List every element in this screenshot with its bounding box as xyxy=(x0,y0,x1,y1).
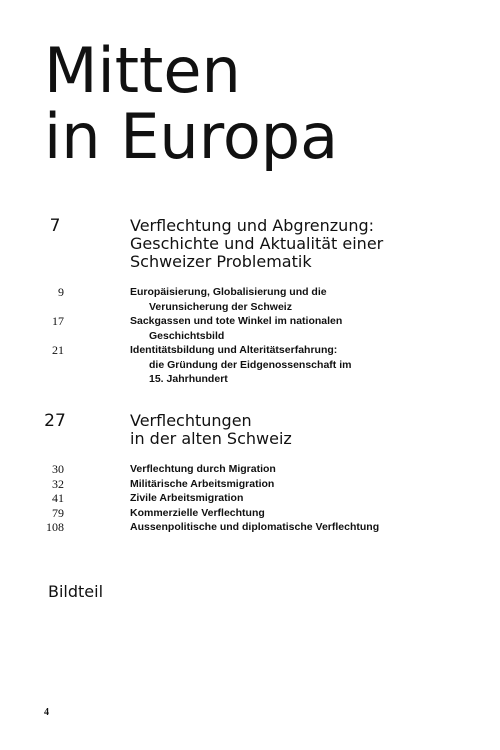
toc-entry-page: 79 xyxy=(52,505,64,520)
toc-entry-page: 17 xyxy=(52,314,64,328)
chapter-title xyxy=(130,217,430,271)
toc-entry[interactable] xyxy=(0,285,500,314)
book-title xyxy=(44,34,339,173)
toc-entry-line: Militärische Arbeitsmigration xyxy=(130,477,275,490)
toc-entry-page: 9 xyxy=(58,285,64,299)
toc-entry-line: die Gründung der Eidgenossenschaft im xyxy=(149,358,352,371)
toc-entry-page: 21 xyxy=(52,343,64,357)
toc-entry-line: 15. Jahrhundert xyxy=(149,373,228,385)
toc-entry-title xyxy=(130,491,430,506)
toc-entry[interactable] xyxy=(0,520,500,535)
chapter-title-line: Schweizer Problematik xyxy=(130,252,312,271)
toc-entry-line: Europäisierung, Globalisierung und die xyxy=(130,286,327,298)
folio-page-number: 4 xyxy=(44,707,49,718)
toc-entry-title xyxy=(130,477,430,492)
toc-entry-line: Identitätsbildung und Alteritätserfahrung: xyxy=(130,344,338,356)
chapter-1-entries xyxy=(0,285,500,387)
toc-entry-line: Kommerzielle Verflechtung xyxy=(130,506,265,519)
toc-entry-line: Sackgassen und tote Winkel im nationalen xyxy=(130,315,343,327)
chapter-page-number: 27 xyxy=(44,411,66,431)
toc-entry-title xyxy=(130,314,430,343)
toc-entry-page: 108 xyxy=(46,520,64,534)
toc-entry-line: Geschichtsbild xyxy=(149,329,225,342)
book-title-line-2: in Europa xyxy=(44,100,339,173)
chapter-page-number: 7 xyxy=(49,216,61,236)
toc-entry-title xyxy=(130,285,430,314)
chapter-title-line: Verflechtungen xyxy=(130,411,252,430)
chapter-title-line: in der alten Schweiz xyxy=(130,429,292,448)
toc-entry-line: Aussenpolitische und diplomatische Verflechtung xyxy=(130,521,380,533)
book-title-line-1: Mitten xyxy=(44,34,241,107)
toc-entry[interactable] xyxy=(0,314,500,343)
chapter-title-line: Geschichte und Aktualität einer xyxy=(130,234,384,253)
toc-entry-line: Verflechtung durch Migration xyxy=(130,463,276,475)
toc-entry-page: 32 xyxy=(52,476,64,491)
toc-entry-title xyxy=(130,343,430,387)
toc-entry[interactable] xyxy=(0,491,500,506)
chapter-2-entries xyxy=(0,462,500,535)
toc-entry[interactable] xyxy=(0,477,500,492)
chapter-title-line: Verflechtung und Abgrenzung: xyxy=(130,216,374,235)
toc-entry-title xyxy=(130,520,430,535)
toc-entry[interactable] xyxy=(0,506,500,521)
toc-entry-page: 41 xyxy=(52,491,64,505)
bildteil-heading[interactable]: Bildteil xyxy=(48,582,104,601)
toc-entry[interactable] xyxy=(0,462,500,477)
toc-entry-title xyxy=(130,462,430,477)
toc-entry-line: Verunsicherung der Schweiz xyxy=(149,300,292,313)
toc-entry-line: Zivile Arbeitsmigration xyxy=(130,492,244,504)
toc-entry[interactable] xyxy=(0,343,500,387)
toc-entry-title xyxy=(130,506,430,521)
toc-entry-page: 30 xyxy=(52,462,64,476)
chapter-title xyxy=(130,412,430,448)
